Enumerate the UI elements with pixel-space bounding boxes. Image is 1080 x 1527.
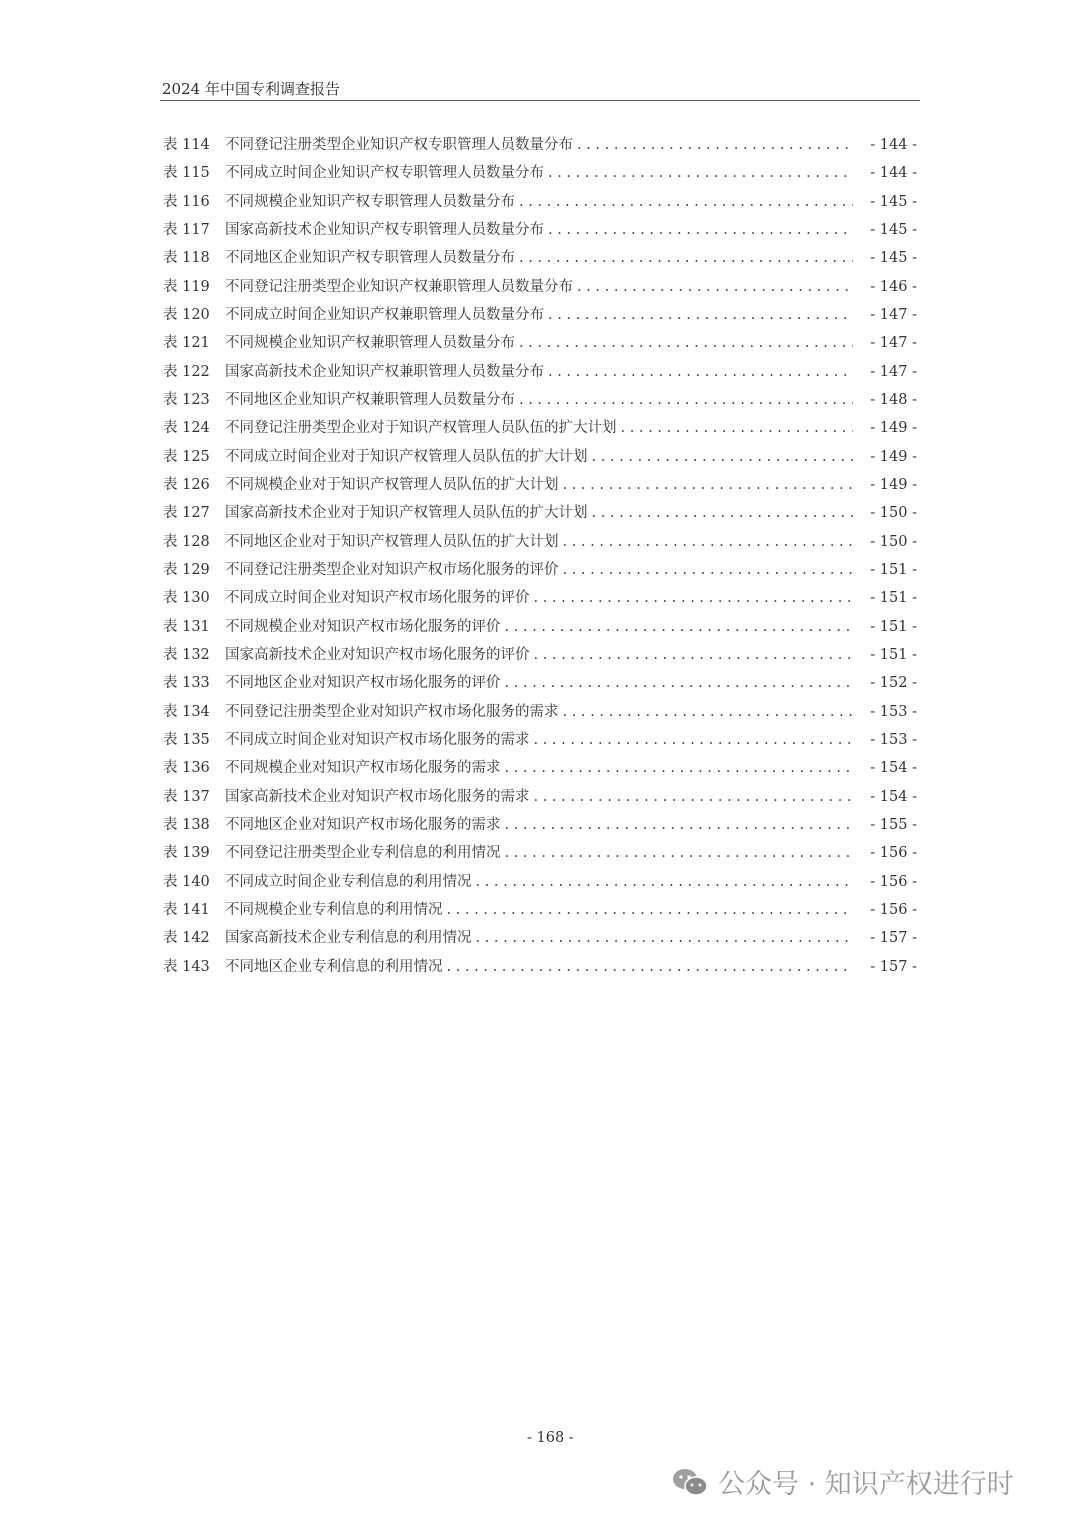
toc-entry[interactable]: [163, 926, 917, 954]
dot-leader: [548, 165, 853, 181]
dot-leader: [548, 364, 853, 380]
wechat-icon: [672, 1467, 708, 1497]
dot-leader: [534, 590, 854, 606]
entry-page: - 149 -: [870, 448, 917, 465]
entry-page: - 151 -: [870, 561, 917, 578]
table-number: 表 135: [163, 731, 210, 748]
toc-entry[interactable]: [163, 190, 917, 218]
entry-title: 不同登记注册类型企业知识产权兼职管理人员数量分布: [225, 278, 573, 295]
table-number: 表 127: [163, 505, 210, 522]
dot-leader: [476, 874, 854, 890]
entry-page: - 150 -: [870, 505, 917, 522]
toc-entry[interactable]: [163, 331, 917, 359]
entry-title: 不同规模企业专利信息的利用情况: [225, 901, 443, 918]
table-number: 表 137: [163, 788, 210, 805]
entry-title: 不同地区企业对知识产权市场化服务的需求: [225, 816, 501, 833]
table-number: 表 118: [163, 250, 210, 267]
entry-title: 不同登记注册类型企业对知识产权市场化服务的评价: [225, 561, 559, 578]
entry-page: - 157 -: [870, 958, 917, 975]
dot-leader: [534, 647, 854, 663]
toc-entry[interactable]: [163, 360, 917, 388]
entry-page: - 157 -: [870, 930, 917, 947]
table-number: 表 126: [163, 476, 210, 493]
entry-page: - 148 -: [870, 391, 917, 408]
entry-title: 不同成立时间企业专利信息的利用情况: [225, 873, 472, 890]
dot-leader: [534, 732, 854, 748]
header-rule: [160, 100, 920, 101]
entry-page: - 145 -: [870, 193, 917, 210]
dot-leader: [534, 789, 854, 805]
entry-title: 不同成立时间企业知识产权专职管理人员数量分布: [225, 165, 544, 182]
dot-leader: [563, 562, 854, 578]
entry-title: 不同登记注册类型企业知识产权专职管理人员数量分布: [225, 137, 573, 153]
dot-leader: [577, 137, 853, 153]
entry-title: 不同规模企业对于知识产权管理人员队伍的扩大计划: [225, 476, 559, 493]
entry-page: - 147 -: [870, 306, 917, 323]
table-number: 表 142: [163, 930, 210, 947]
entry-title: 不同登记注册类型企业对于知识产权管理人员队伍的扩大计划: [225, 420, 617, 437]
toc-entry[interactable]: [163, 615, 917, 643]
dot-leader: [505, 760, 854, 776]
entry-title: 不同地区企业专利信息的利用情况: [225, 958, 443, 975]
entry-page: - 156 -: [870, 845, 917, 862]
dot-leader: [548, 307, 853, 323]
table-number: 表 121: [163, 335, 210, 352]
page-number: - 168 -: [527, 1430, 574, 1446]
table-number: 表 124: [163, 420, 210, 437]
toc-entry[interactable]: [163, 303, 917, 331]
entry-page: - 144 -: [870, 165, 917, 182]
dot-leader: [621, 420, 854, 436]
dot-leader: [505, 619, 854, 635]
toc-entry[interactable]: [163, 445, 917, 473]
entry-title: 不同成立时间企业对知识产权市场化服务的评价: [225, 590, 530, 607]
dot-leader: [447, 902, 854, 918]
toc-entry[interactable]: [163, 643, 917, 671]
entry-page: - 151 -: [870, 646, 917, 663]
entry-title: 不同成立时间企业对于知识产权管理人员队伍的扩大计划: [225, 448, 588, 465]
entry-page: - 154 -: [870, 760, 917, 777]
entry-page: - 153 -: [870, 703, 917, 720]
toc-entry[interactable]: [163, 756, 917, 784]
table-number: 表 143: [163, 958, 210, 975]
toc-entry[interactable]: [163, 501, 917, 529]
dot-leader: [519, 250, 853, 266]
table-number: 表 136: [163, 760, 210, 777]
toc-entry[interactable]: [163, 388, 917, 416]
entry-title: 国家高新技术企业知识产权专职管理人员数量分布: [225, 221, 544, 238]
entry-page: - 145 -: [870, 250, 917, 267]
entry-page: - 152 -: [870, 675, 917, 692]
table-number: 表 117: [163, 221, 210, 238]
table-number: 表 134: [163, 703, 210, 720]
entry-title: 国家高新技术企业专利信息的利用情况: [225, 930, 472, 947]
dot-leader: [548, 222, 853, 238]
table-number: 表 139: [163, 845, 210, 862]
entry-title: 不同规模企业知识产权专职管理人员数量分布: [225, 193, 515, 210]
table-number: 表 129: [163, 561, 210, 578]
entry-title: 不同登记注册类型企业对知识产权市场化服务的需求: [225, 703, 559, 720]
entry-title: 国家高新技术企业对于知识产权管理人员队伍的扩大计划: [225, 505, 588, 522]
entry-title: 不同成立时间企业对知识产权市场化服务的需求: [225, 731, 530, 748]
table-number: 表 141: [163, 901, 210, 918]
table-number: 表 116: [163, 193, 210, 210]
dot-leader: [519, 194, 853, 210]
dot-leader: [563, 477, 854, 493]
dot-leader: [592, 449, 854, 465]
table-number: 表 128: [163, 533, 210, 550]
entry-page: - 144 -: [870, 137, 917, 153]
table-number: 表 132: [163, 646, 210, 663]
toc-entry[interactable]: [163, 246, 917, 274]
entry-title: 不同成立时间企业知识产权兼职管理人员数量分布: [225, 306, 544, 323]
toc-entry[interactable]: [163, 785, 917, 813]
entry-title: 不同规模企业对知识产权市场化服务的评价: [225, 618, 501, 635]
toc-entry[interactable]: [163, 700, 917, 728]
entry-title: 国家高新技术企业对知识产权市场化服务的评价: [225, 646, 530, 663]
table-number: 表 138: [163, 816, 210, 833]
toc-entry[interactable]: [163, 473, 917, 501]
table-number: 表 130: [163, 590, 210, 607]
table-number: 表 140: [163, 873, 210, 890]
toc-entry[interactable]: [163, 728, 917, 756]
toc-entry[interactable]: [163, 586, 917, 614]
entry-title: 不同地区企业知识产权专职管理人员数量分布: [225, 250, 515, 267]
table-number: 表 131: [163, 618, 210, 635]
entry-page: - 156 -: [870, 901, 917, 918]
dot-leader: [563, 534, 854, 550]
toc-entry[interactable]: [163, 558, 917, 586]
table-number: 表 125: [163, 448, 210, 465]
toc-entry[interactable]: [163, 898, 917, 926]
table-number: 表 133: [163, 675, 210, 692]
entry-page: - 149 -: [870, 420, 917, 437]
entry-page: - 153 -: [870, 731, 917, 748]
entry-page: - 151 -: [870, 590, 917, 607]
dot-leader: [563, 704, 854, 720]
dot-leader: [592, 505, 854, 521]
dot-leader: [476, 930, 854, 946]
table-number: 表 123: [163, 391, 210, 408]
entry-title: 不同登记注册类型企业专利信息的利用情况: [225, 845, 501, 862]
toc-entry[interactable]: [163, 416, 917, 444]
dot-leader: [519, 335, 853, 351]
toc-entry[interactable]: [163, 530, 917, 558]
watermark: [672, 1462, 1014, 1501]
entry-title: 不同规模企业对知识产权市场化服务的需求: [225, 760, 501, 777]
toc-entry[interactable]: [163, 955, 917, 983]
toc-entry[interactable]: [163, 218, 917, 246]
entry-title: 不同地区企业对知识产权市场化服务的评价: [225, 675, 501, 692]
entry-page: - 154 -: [870, 788, 917, 805]
dot-leader: [505, 675, 854, 691]
entry-title: 国家高新技术企业知识产权兼职管理人员数量分布: [225, 363, 544, 380]
dot-leader: [505, 817, 854, 833]
dot-leader: [505, 845, 854, 861]
toc-entry[interactable]: [163, 275, 917, 303]
toc-entry[interactable]: [163, 870, 917, 898]
table-of-contents: [163, 133, 917, 983]
watermark-text: 公众号 · 知识产权进行时: [718, 1469, 1014, 1500]
entry-page: - 145 -: [870, 221, 917, 238]
toc-entry[interactable]: [163, 841, 917, 869]
dot-leader: [519, 392, 853, 408]
toc-entry[interactable]: [163, 161, 917, 189]
running-header: 2024 年中国专利调查报告: [162, 80, 340, 98]
entry-title: 国家高新技术企业对知识产权市场化服务的需求: [225, 788, 530, 805]
dot-leader: [447, 959, 854, 975]
entry-page: - 155 -: [870, 816, 917, 833]
dot-leader: [577, 279, 853, 295]
entry-page: - 150 -: [870, 533, 917, 550]
toc-entry[interactable]: [163, 813, 917, 841]
entry-title: 不同地区企业知识产权兼职管理人员数量分布: [225, 391, 515, 408]
entry-page: - 147 -: [870, 335, 917, 352]
toc-entry[interactable]: [163, 133, 917, 161]
table-number: 表 119: [163, 278, 210, 295]
table-number: 表 122: [163, 363, 210, 380]
entry-title: 不同地区企业对于知识产权管理人员队伍的扩大计划: [225, 533, 559, 550]
toc-entry[interactable]: [163, 671, 917, 699]
entry-page: - 146 -: [870, 278, 917, 295]
table-number: 表 115: [163, 165, 210, 182]
table-number: 表 114: [163, 137, 210, 153]
table-number: 表 120: [163, 306, 210, 323]
entry-title: 不同规模企业知识产权兼职管理人员数量分布: [225, 335, 515, 352]
entry-page: - 156 -: [870, 873, 917, 890]
entry-page: - 147 -: [870, 363, 917, 380]
entry-page: - 149 -: [870, 476, 917, 493]
entry-page: - 151 -: [870, 618, 917, 635]
